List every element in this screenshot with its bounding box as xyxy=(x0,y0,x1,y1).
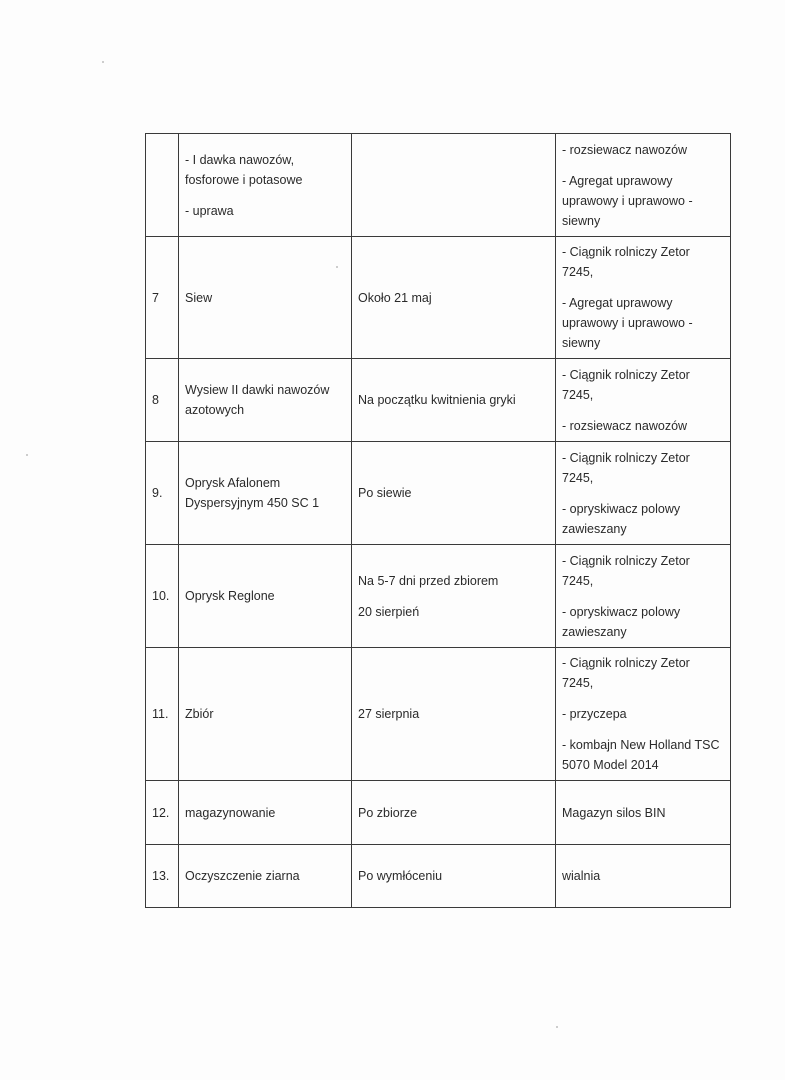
timing-text: Na 5-7 dni przed zbiorem xyxy=(358,573,499,588)
timing-text: Około 21 maj xyxy=(358,290,432,305)
equipment-text: - przyczepa xyxy=(562,707,627,721)
activity-cell xyxy=(179,648,352,781)
scan-speck xyxy=(26,454,28,456)
activity-cell xyxy=(179,359,352,442)
table-row xyxy=(146,237,731,359)
activity-text: azotowych xyxy=(185,403,245,417)
activity-text: Oprysk Reglone xyxy=(185,589,275,603)
equipment-text: - opryskiwacz polowy xyxy=(562,604,681,619)
equipment-text: wialnia xyxy=(562,869,601,883)
scan-speck xyxy=(102,61,104,63)
equipment-text: - rozsiewacz nawozów xyxy=(562,418,688,433)
table-row xyxy=(146,545,731,648)
timing-cell xyxy=(352,237,556,359)
equipment-cell xyxy=(556,134,731,237)
row-number: 12. xyxy=(146,781,179,845)
timing-cell xyxy=(352,134,556,237)
timing-text: Po zbiorze xyxy=(358,805,418,820)
row-number: 10. xyxy=(146,545,179,648)
row-number xyxy=(146,134,179,237)
timing-text: 20 sierpień xyxy=(358,604,420,619)
activity-cell xyxy=(179,545,352,648)
table-row xyxy=(146,781,731,845)
row-number: 13. xyxy=(146,845,179,908)
equipment-text: - opryskiwacz polowy xyxy=(562,501,681,516)
equipment-cell xyxy=(556,845,731,908)
schedule-table xyxy=(145,133,731,908)
timing-text: Po siewie xyxy=(358,486,412,500)
activity-text: Wysiew II dawki nawozów xyxy=(185,383,330,397)
equipment-text: - kombajn New Holland TSC xyxy=(562,738,720,752)
row-number: 8 xyxy=(146,359,179,442)
timing-cell xyxy=(352,359,556,442)
equipment-cell xyxy=(556,237,731,359)
equipment-cell xyxy=(556,359,731,442)
timing-cell xyxy=(352,781,556,845)
row-number: 11. xyxy=(146,648,179,781)
equipment-text: - Ciągnik rolniczy Zetor xyxy=(562,367,690,382)
table-row xyxy=(146,134,731,237)
equipment-text: Magazyn silos BIN xyxy=(562,805,666,820)
equipment-text: siewny xyxy=(562,213,601,228)
activity-text: Oprysk Afalonem xyxy=(185,476,281,490)
equipment-text: 7245, xyxy=(562,387,594,402)
equipment-text: - Agregat uprawowy xyxy=(562,173,673,188)
activity-cell xyxy=(179,781,352,845)
equipment-cell xyxy=(556,781,731,845)
equipment-text: 7245, xyxy=(562,265,594,279)
table-row xyxy=(146,648,731,781)
equipment-text: zawieszany xyxy=(562,521,627,536)
timing-cell xyxy=(352,545,556,648)
equipment-text: - rozsiewacz nawozów xyxy=(562,142,688,157)
row-number: 9. xyxy=(146,442,179,545)
activity-text: - I dawka nawozów, xyxy=(185,152,295,167)
equipment-text: 7245, xyxy=(562,676,594,690)
equipment-text: - Agregat uprawowy xyxy=(562,296,673,310)
activity-cell xyxy=(179,237,352,359)
activity-text: Zbiór xyxy=(185,707,214,721)
timing-text: Na początku kwitnienia gryki xyxy=(358,393,516,407)
activity-text: Siew xyxy=(185,290,213,305)
activity-text: Oczyszczenie ziarna xyxy=(185,869,300,883)
equipment-text: zawieszany xyxy=(562,624,627,639)
equipment-text: 7245, xyxy=(562,470,594,485)
activity-cell xyxy=(179,845,352,908)
table-row xyxy=(146,359,731,442)
activity-cell xyxy=(179,134,352,237)
equipment-cell xyxy=(556,545,731,648)
table-row xyxy=(146,845,731,908)
equipment-cell xyxy=(556,648,731,781)
activity-text: Dyspersyjnym 450 SC 1 xyxy=(185,496,320,510)
timing-text: Po wymłóceniu xyxy=(358,869,443,883)
row-number: 7 xyxy=(146,237,179,359)
equipment-text: uprawowy i uprawowo - xyxy=(562,316,693,330)
scan-speck xyxy=(556,1026,558,1028)
activity-text: magazynowanie xyxy=(185,805,276,820)
table-row xyxy=(146,442,731,545)
equipment-text: - Ciągnik rolniczy Zetor xyxy=(562,450,690,465)
equipment-text: uprawowy i uprawowo - xyxy=(562,193,693,208)
equipment-text: siewny xyxy=(562,336,601,350)
equipment-text: 7245, xyxy=(562,573,594,588)
equipment-text: - Ciągnik rolniczy Zetor xyxy=(562,656,690,670)
equipment-text: 5070 Model 2014 xyxy=(562,758,659,772)
activity-text: fosforowe i potasowe xyxy=(185,172,303,187)
timing-cell xyxy=(352,845,556,908)
timing-text: 27 sierpnia xyxy=(358,707,420,721)
equipment-text: - Ciągnik rolniczy Zetor xyxy=(562,245,690,259)
timing-cell xyxy=(352,648,556,781)
activity-text: - uprawa xyxy=(185,203,234,218)
timing-cell xyxy=(352,442,556,545)
equipment-cell xyxy=(556,442,731,545)
activity-cell xyxy=(179,442,352,545)
equipment-text: - Ciągnik rolniczy Zetor xyxy=(562,553,690,568)
